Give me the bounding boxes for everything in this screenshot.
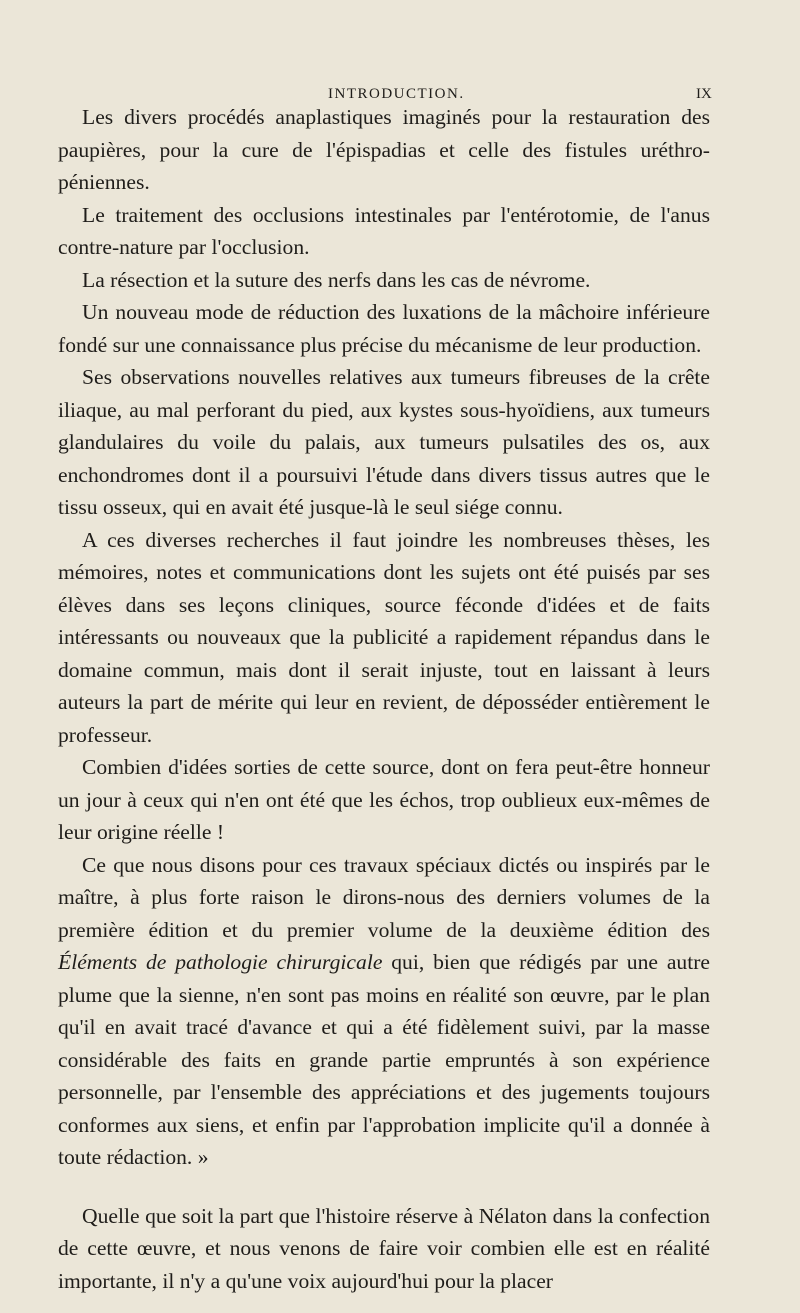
running-title: INTRODUCTION.	[328, 86, 465, 102]
paragraph: La résection et la suture des nerfs dans les cas de névrome.	[82, 267, 591, 292]
paragraph-text: qui, bien que rédigés par une autre plume que la sienne, n'en sont pas moins en réalité son œuvre, par le plan qu'il en avait tracé d'avance et qui a été fidèlement suivi, par la masse considérable des faits en grande partie empruntés à son expérience personnelle, par l'ensemble des appréciations et des jugements toujours conformes aux siens, et enfin par l'approbation implicite qu'il a donnée à toute rédaction. »	[58, 950, 710, 1169]
paragraph: Un nouveau mode de réduction des luxations de la mâchoire inférieure fondé sur une connaissance plus précise du mécanisme de leur production.	[58, 300, 710, 357]
paragraph: Le traitement des occlusions intestinales par l'entérotomie, de l'anus contre-nature par l'occlusion.	[58, 202, 710, 259]
paragraph: Combien d'idées sorties de cette source, dont on fera peut-être honneur un jour à ceux qui n'en ont été que les échos, trop oublieux eux-mêmes de leur origine réelle !	[58, 755, 710, 844]
paragraph: A ces diverses recherches il faut joindre les nombreuses thèses, les mémoires, notes et communications dont les sujets ont été puisés par ses élèves dans ses leçons cliniques, source féconde d'idées et de faits intéressants ou nouveaux que la publicité a rapidement répandus dans le domaine commun, mais dont il serait injuste, tout en laissant à leurs auteurs la part de mérite qui leur en revient, de déposséder entièrement le professeur.	[58, 527, 710, 747]
paragraph: Quelle que soit la part que l'histoire réserve à Nélaton dans la confection de cette œuvre, et nous venons de faire voir combien elle est en réalité importante, il n'y a qu'une voix aujourd'hui pour la placer	[58, 1203, 710, 1293]
paragraph: Ses observations nouvelles relatives aux tumeurs fibreuses de la crête iliaque, au mal perforant du pied, aux kystes sous-hyoïdiens, aux tumeurs glandulaires du voile du palais, aux tumeurs pulsatiles des os, aux enchondromes dont il a poursuivi l'étude dans divers tissus autres que le tissu osseux, qui en avait été jusque-là le seul siége connu.	[58, 365, 710, 519]
paragraph-text: Ce que nous disons pour ces travaux spéciaux dictés ou inspirés par le maître, à plus forte raison le dirons-nous des derniers volumes de la première édition et du premier volume de la deuxième édition des	[58, 852, 710, 942]
page-number: IX	[696, 86, 712, 102]
book-title-italic: Éléments de pathologie chirurgicale	[58, 950, 383, 974]
paragraph: Les divers procédés anaplastiques imaginés pour la restauration des paupières, pour la cure de l'épispadias et celle des fistules uréthro-péniennes.	[58, 105, 710, 194]
page-body	[58, 101, 710, 1297]
paragraph	[58, 849, 710, 1174]
